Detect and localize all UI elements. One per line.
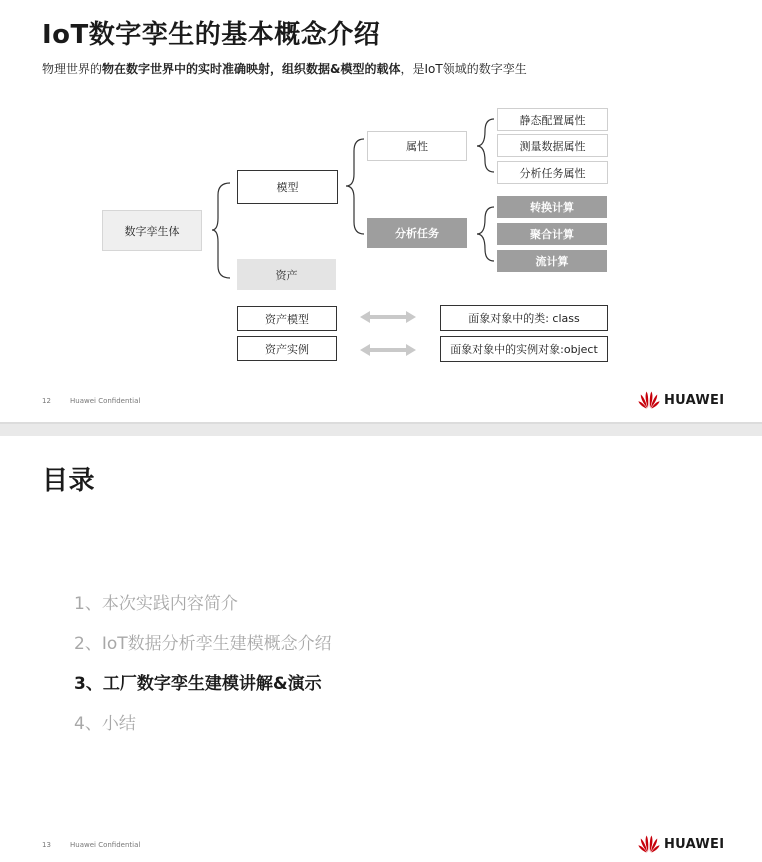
toc-item-1: 1、本次实践内容简介	[74, 594, 238, 614]
task-stream: 流计算	[497, 250, 607, 272]
double-arrow-icon	[360, 344, 416, 356]
slide-12	[0, 0, 762, 422]
node-model: 模型	[237, 170, 338, 204]
attribute-analysis-task: 分析任务属性	[497, 161, 608, 184]
confidential-label: Huawei Confidential	[70, 841, 141, 849]
huawei-flower-icon	[638, 390, 660, 410]
slide-title: IoT数字孪生的基本概念介绍	[42, 20, 381, 50]
toc-item-4: 4、小结	[74, 714, 136, 734]
attribute-static-config: 静态配置属性	[497, 108, 608, 131]
mapping-asset-model: 资产模型	[237, 306, 337, 331]
huawei-logo	[638, 834, 724, 854]
double-arrow-icon	[360, 311, 416, 323]
subtitle-part-1: 物理世界的	[42, 62, 103, 76]
task-transform: 转换计算	[497, 196, 607, 218]
brace-attributes	[477, 119, 494, 172]
subtitle-part-3: ，是IoT领域的数字孪生	[400, 62, 527, 76]
mapping-asset-instance: 资产实例	[237, 336, 337, 361]
task-aggregate: 聚合计算	[497, 223, 607, 245]
brand-name: HUAWEI	[664, 836, 725, 852]
huawei-logo	[638, 390, 724, 410]
brace-tasks	[477, 207, 494, 261]
slide-title: 目录	[42, 466, 96, 496]
page-number: 12	[42, 397, 51, 405]
huawei-flower-icon	[638, 834, 660, 854]
node-attribute: 属性	[367, 131, 467, 161]
mapping-object: 面象对象中的实例对象:object	[440, 336, 608, 362]
slide-13	[0, 436, 762, 862]
page-number: 13	[42, 841, 51, 849]
double-arrows	[360, 311, 416, 356]
brand-name: HUAWEI	[664, 392, 725, 408]
node-analysis-task: 分析任务	[367, 218, 467, 248]
toc-item-2: 2、IoT数据分析孪生建模概念介绍	[74, 634, 332, 654]
slide-separator	[0, 422, 762, 436]
node-asset: 资产	[237, 259, 336, 290]
toc-item-3-active: 3、工厂数字孪生建模讲解&演示	[74, 674, 322, 694]
brace-model	[346, 139, 364, 234]
confidential-label: Huawei Confidential	[70, 397, 141, 405]
brace-root	[212, 183, 230, 278]
attribute-measurement: 测量数据属性	[497, 134, 608, 157]
mapping-class: 面象对象中的类: class	[440, 305, 608, 331]
node-digital-twin: 数字孪生体	[102, 210, 202, 251]
subtitle-part-2-bold: 物在数字世界中的实时准确映射，组织数据&模型的载体	[102, 62, 401, 76]
